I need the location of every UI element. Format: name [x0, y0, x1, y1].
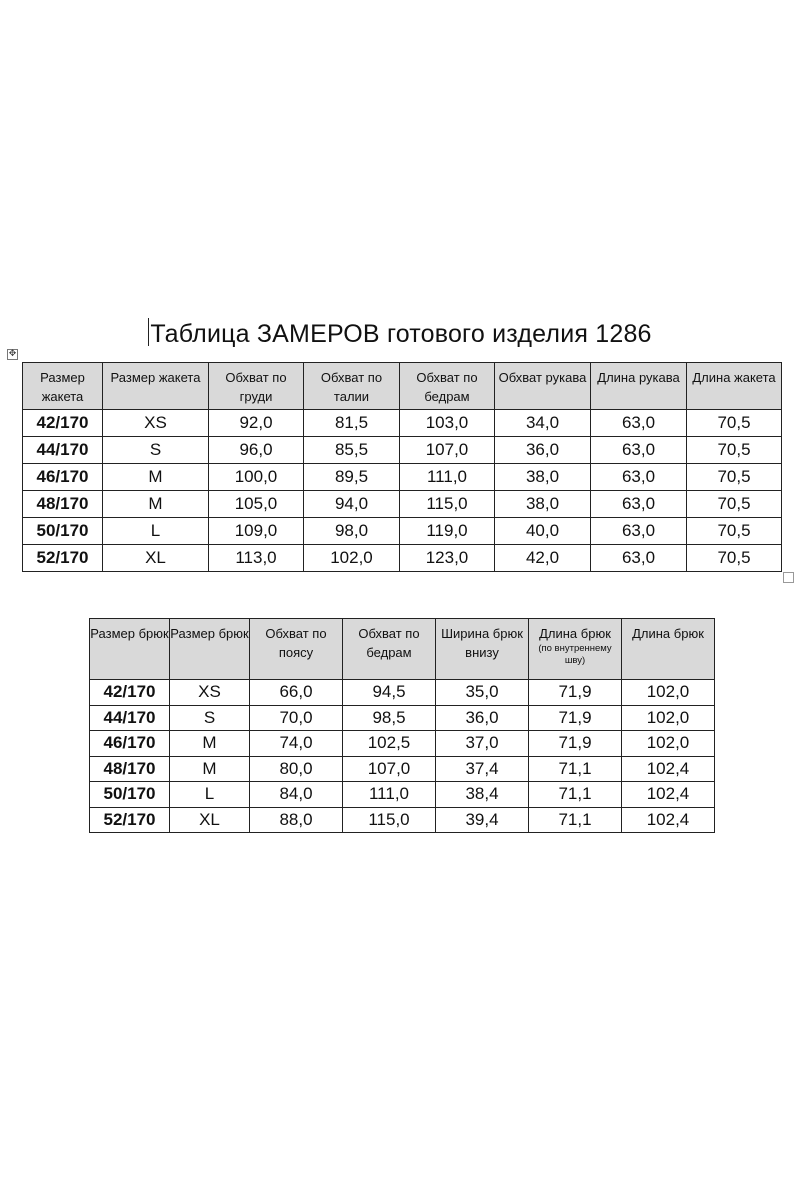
table-cell: 36,0 [436, 705, 529, 731]
table-cell: 111,0 [400, 464, 495, 491]
table-cell: 100,0 [209, 464, 304, 491]
table-cell: 115,0 [400, 491, 495, 518]
table-cell: 109,0 [209, 518, 304, 545]
header-cell: Обхват по бедрам [400, 363, 495, 410]
table-row [23, 410, 782, 437]
table-cell: 71,9 [529, 731, 622, 757]
table-row [90, 782, 715, 808]
table-cell: 107,0 [343, 756, 436, 782]
table-cell: 44/170 [23, 437, 103, 464]
table-cell: 63,0 [591, 410, 687, 437]
table-move-icon[interactable]: ✥ [8, 349, 17, 359]
table-cell: 85,5 [304, 437, 400, 464]
header-cell: Обхват по груди [209, 363, 304, 410]
table-cell: 113,0 [209, 545, 304, 572]
table-cell: 70,5 [687, 491, 782, 518]
table-row [90, 807, 715, 833]
table-cell: 44/170 [90, 705, 170, 731]
table-cell: 35,0 [436, 680, 529, 706]
table-cell: 34,0 [495, 410, 591, 437]
header-cell: Размер жакета [103, 363, 209, 410]
table-row [23, 464, 782, 491]
table-cell: M [170, 731, 250, 757]
table-cell: 52/170 [90, 807, 170, 833]
table-cell: 71,1 [529, 756, 622, 782]
header-cell: Длина рукава [591, 363, 687, 410]
table-cell: 89,5 [304, 464, 400, 491]
table-cell: 107,0 [400, 437, 495, 464]
table-header-row [90, 619, 715, 680]
table-row [23, 437, 782, 464]
table-cell: 46/170 [23, 464, 103, 491]
table-cell: 102,0 [622, 680, 715, 706]
table-cell: S [170, 705, 250, 731]
header-cell-note: (по внутреннему шву) [538, 643, 612, 666]
table-cell: 39,4 [436, 807, 529, 833]
table-cell: M [103, 464, 209, 491]
table-row [23, 518, 782, 545]
header-cell: Обхват по талии [304, 363, 400, 410]
header-cell: Длина жакета [687, 363, 782, 410]
table-cell: 105,0 [209, 491, 304, 518]
jacket-measurements-table [22, 362, 782, 572]
table-cell: 37,4 [436, 756, 529, 782]
table-cell: 38,0 [495, 464, 591, 491]
header-cell: Обхват по бедрам [343, 619, 436, 680]
table-row [90, 680, 715, 706]
header-cell [529, 619, 622, 680]
table-cell: 123,0 [400, 545, 495, 572]
table-cell: 42/170 [90, 680, 170, 706]
header-cell: Ширина брюк внизу [436, 619, 529, 680]
page-title-text: Таблица ЗАМЕРОВ готового изделия 1286 [150, 320, 652, 348]
table-cell: 119,0 [400, 518, 495, 545]
table-cell: 115,0 [343, 807, 436, 833]
table-cell: 84,0 [250, 782, 343, 808]
table-row [90, 756, 715, 782]
table-cell: 88,0 [250, 807, 343, 833]
header-cell-label: Длина брюк [539, 626, 611, 641]
table-cell: 70,5 [687, 518, 782, 545]
table-row [90, 731, 715, 757]
table-cell: 63,0 [591, 518, 687, 545]
trousers-measurements-table [89, 618, 715, 833]
table-row [23, 491, 782, 518]
page-title [0, 318, 800, 349]
table-cell: XS [170, 680, 250, 706]
table-cell: 42/170 [23, 410, 103, 437]
table-cell: 71,1 [529, 782, 622, 808]
table-cell: 38,0 [495, 491, 591, 518]
header-cell: Длина брюк [622, 619, 715, 680]
table-cell: 102,0 [304, 545, 400, 572]
table-cell: 42,0 [495, 545, 591, 572]
table-cell: 71,9 [529, 680, 622, 706]
table-resize-icon[interactable] [783, 572, 794, 583]
table-cell: 81,5 [304, 410, 400, 437]
table-cell: XS [103, 410, 209, 437]
table-cell: 37,0 [436, 731, 529, 757]
table-cell: 40,0 [495, 518, 591, 545]
header-cell: Размер жакета [23, 363, 103, 410]
table-row [90, 705, 715, 731]
table-cell: 80,0 [250, 756, 343, 782]
table-cell: 92,0 [209, 410, 304, 437]
table-cell: XL [170, 807, 250, 833]
table-cell: 46/170 [90, 731, 170, 757]
table-cell: L [103, 518, 209, 545]
header-cell: Обхват рукава [495, 363, 591, 410]
table-cell: 94,5 [343, 680, 436, 706]
table-cell: 63,0 [591, 464, 687, 491]
table-cell: 98,5 [343, 705, 436, 731]
table-cell: 70,5 [687, 464, 782, 491]
table-cell: 102,0 [622, 731, 715, 757]
table-cell: 38,4 [436, 782, 529, 808]
table-cell: 48/170 [23, 491, 103, 518]
table-cell: 52/170 [23, 545, 103, 572]
table-cell: 103,0 [400, 410, 495, 437]
table-cell: S [103, 437, 209, 464]
table-cell: 102,4 [622, 756, 715, 782]
table-cell: 74,0 [250, 731, 343, 757]
table-cell: M [103, 491, 209, 518]
table-cell: M [170, 756, 250, 782]
table-cell: 63,0 [591, 437, 687, 464]
table-cell: L [170, 782, 250, 808]
table-cell: 50/170 [90, 782, 170, 808]
table-cell: 70,5 [687, 437, 782, 464]
table-cell: 66,0 [250, 680, 343, 706]
table-cell: 94,0 [304, 491, 400, 518]
table-cell: 71,1 [529, 807, 622, 833]
table-cell: 50/170 [23, 518, 103, 545]
table-cell: 36,0 [495, 437, 591, 464]
table-cell: 96,0 [209, 437, 304, 464]
table-cell: 102,5 [343, 731, 436, 757]
table-cell: XL [103, 545, 209, 572]
table-cell: 102,4 [622, 782, 715, 808]
table-cell: 70,0 [250, 705, 343, 731]
table-cell: 63,0 [591, 491, 687, 518]
table-row [23, 545, 782, 572]
header-cell: Размер брюк [170, 619, 250, 680]
table-cell: 63,0 [591, 545, 687, 572]
table-cell: 102,4 [622, 807, 715, 833]
table-cell: 48/170 [90, 756, 170, 782]
table-cell: 111,0 [343, 782, 436, 808]
table-cell: 71,9 [529, 705, 622, 731]
table-cell: 102,0 [622, 705, 715, 731]
table-cell: 70,5 [687, 545, 782, 572]
table-cell: 98,0 [304, 518, 400, 545]
table-cell: 70,5 [687, 410, 782, 437]
header-cell: Обхват по поясу [250, 619, 343, 680]
header-cell: Размер брюк [90, 619, 170, 680]
table-header-row [23, 363, 782, 410]
